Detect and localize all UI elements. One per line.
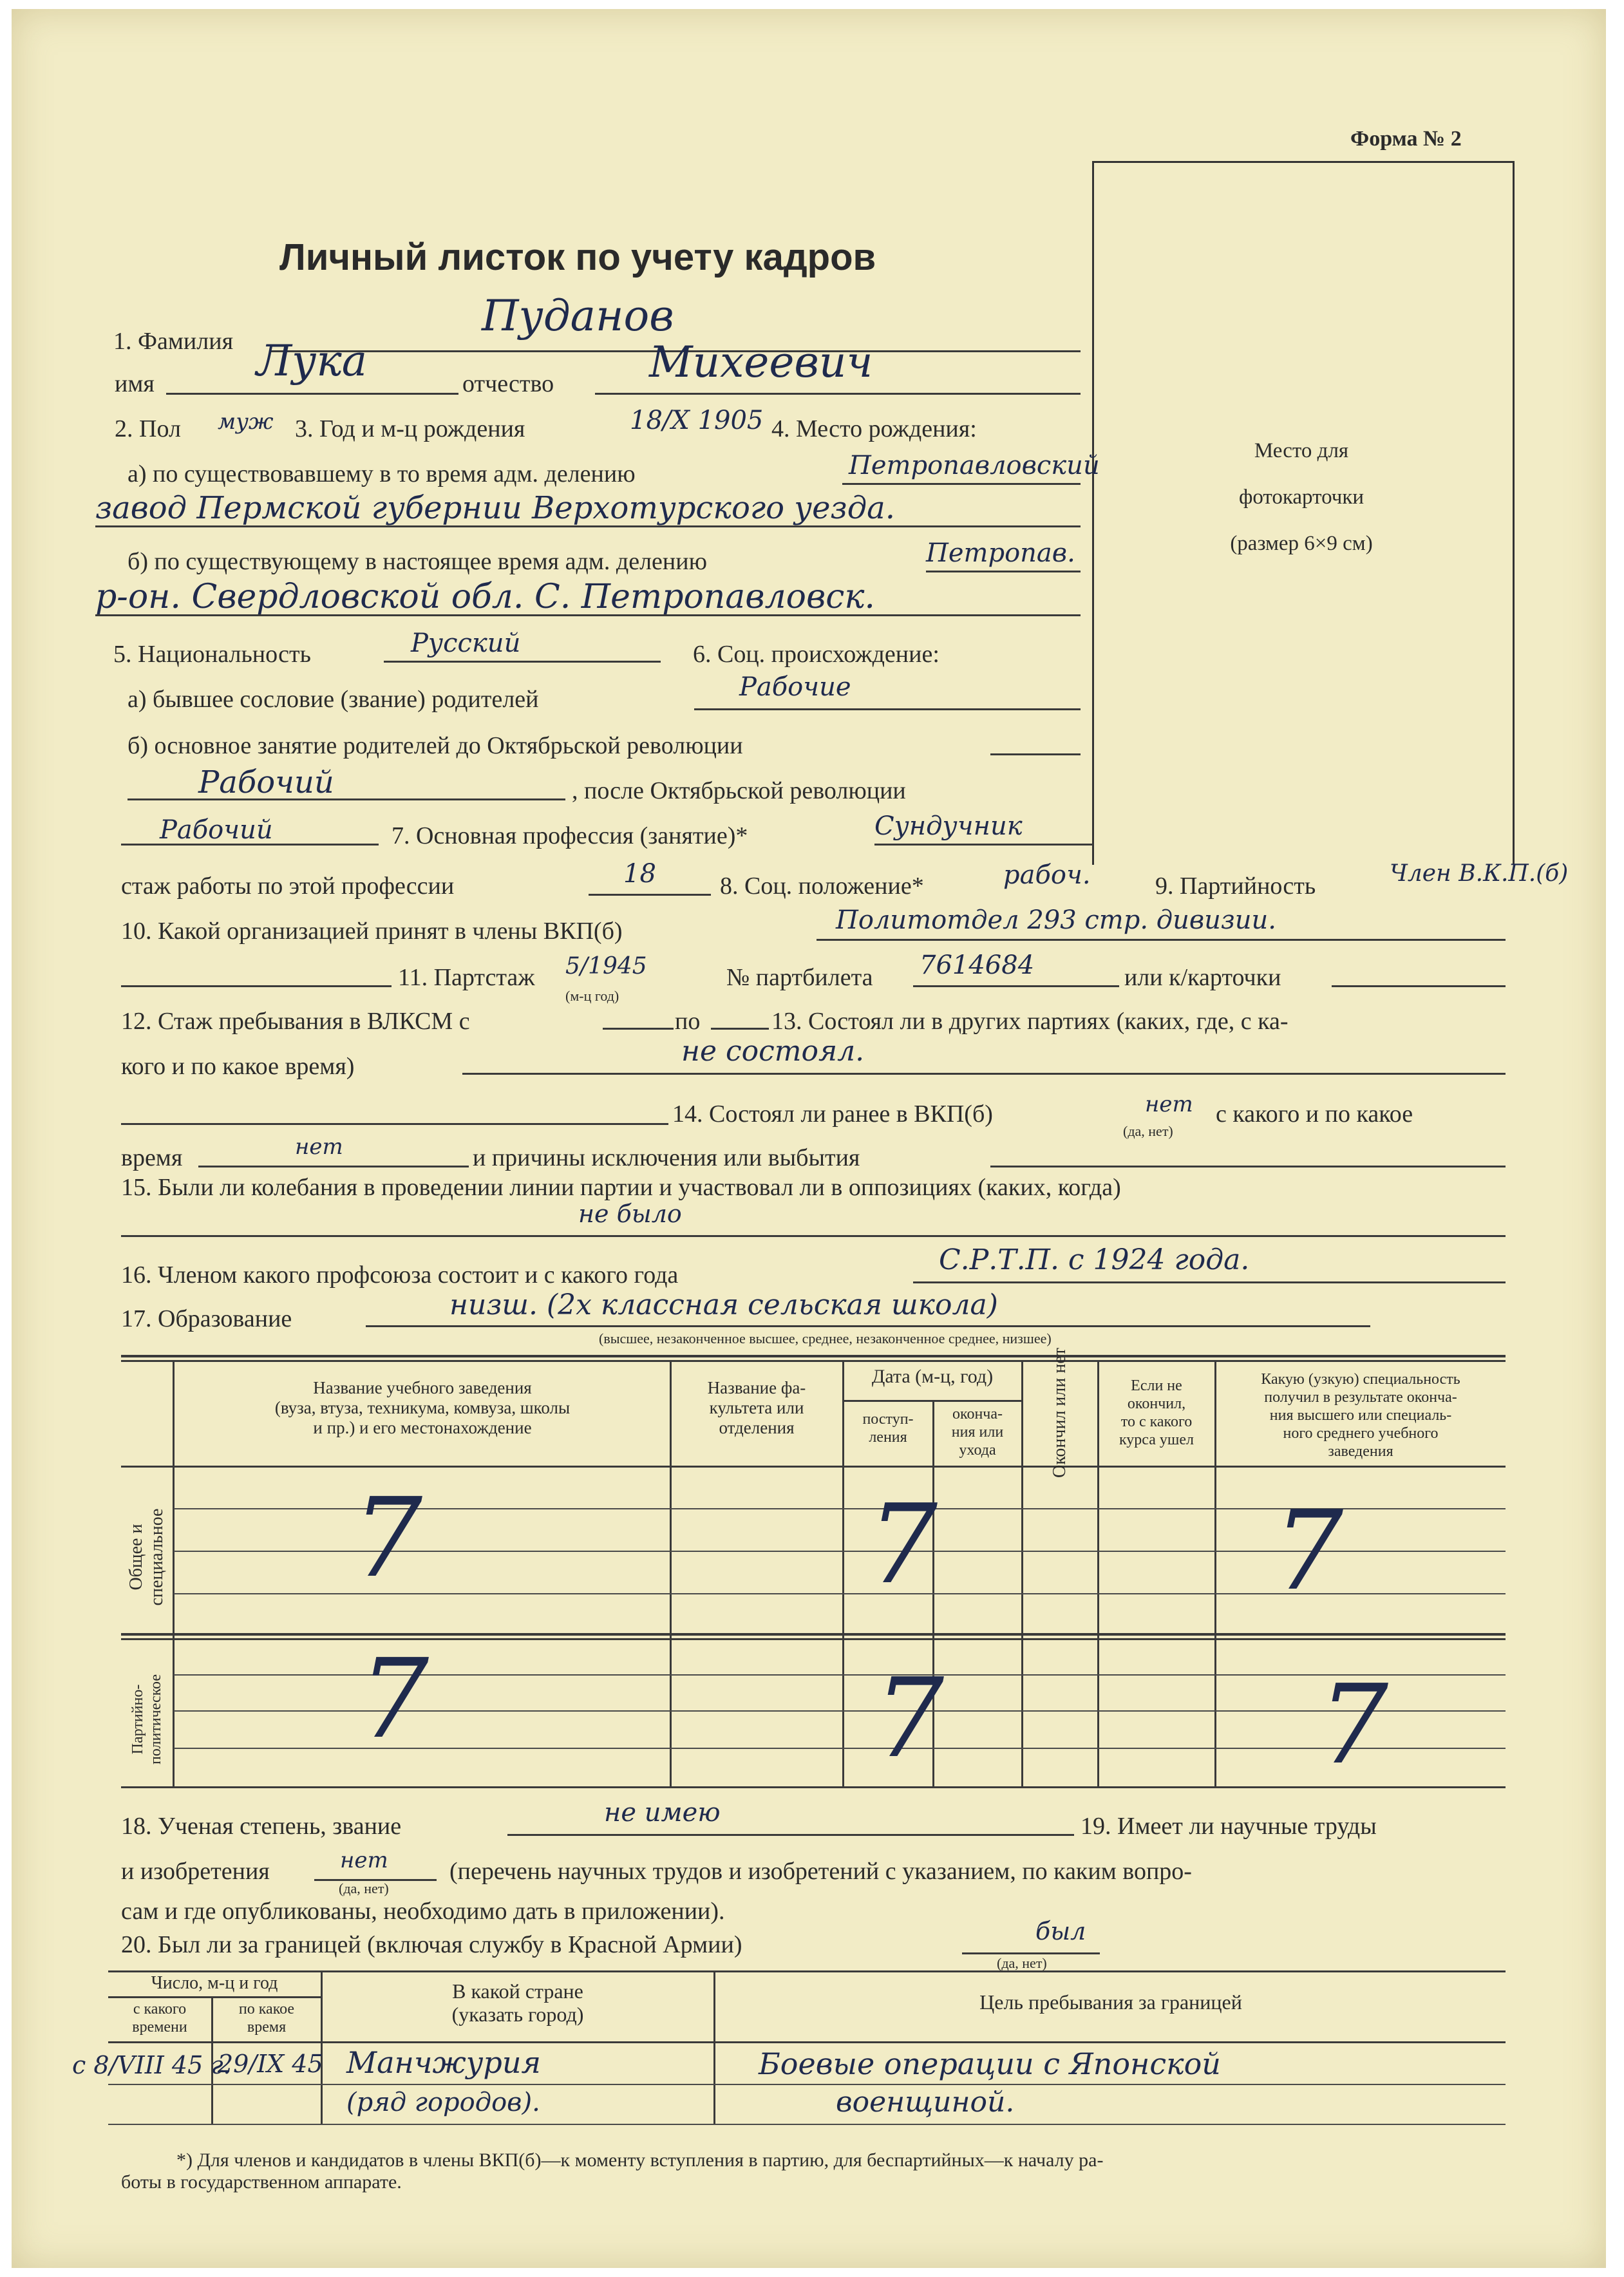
other-parties-line-2 (121, 1123, 668, 1125)
abroad-header-country-2: (указать город) (451, 2003, 584, 2026)
label-vkpb-before: 14. Состоял ли ранее в ВКП(б) (672, 1101, 993, 1128)
edu-header-institution-1: Название учебного заведения (313, 1378, 532, 1397)
edu-header-date: Дата (м-ц, год) (871, 1366, 994, 1387)
edu-header-institution-2: (вуза, втуза, техникума, комвуза, школы (274, 1398, 571, 1417)
vlksm-to-line (711, 1028, 769, 1030)
edu-col-line-5 (1021, 1360, 1023, 1786)
label-inventions-list-2: сам и где опубликованы, необходимо дать в приложении). (121, 1898, 725, 1925)
place-new-value-2: р-он. Свердловской обл. С. Петропавловск. (95, 578, 875, 616)
photo-label-2: фотокарточки (1238, 486, 1364, 509)
edu-row-political: Партийно-политическое (129, 1674, 164, 1765)
edu-header-institution-3: и пр.) и его местонахождение (313, 1418, 532, 1437)
label-birth: 3. Год и м-ц рождения (295, 415, 525, 442)
abroad-header-country-1: В какой стране (452, 1979, 583, 2003)
label-kkartochki: или к/карточки (1124, 964, 1281, 991)
abroad-country-value-2: (ряд городов). (346, 2088, 540, 2117)
label-birthplace: 4. Место рождения: (771, 415, 977, 442)
edu-header-admission-1: поступ- (862, 1411, 914, 1428)
abroad-header-from-2: времени (132, 2019, 187, 2036)
edu-col-line-2 (670, 1360, 672, 1786)
other-parties-line (462, 1073, 1506, 1075)
class-line (694, 708, 1081, 710)
abroad-header-from-1: с какого (133, 2001, 187, 2017)
edu-header-faculty-1: Название фа- (707, 1378, 806, 1397)
profession-line (874, 844, 1093, 846)
dash-mark-2: 7 (868, 1481, 938, 1609)
stazh-line (589, 894, 711, 896)
label-vkpb-from: с какого и по какое (1216, 1101, 1413, 1128)
parents-before-line-2 (127, 798, 565, 800)
edu-header-graduation (934, 1405, 1021, 1459)
edu-header-speciality-5: заведения (1328, 1443, 1393, 1460)
edu-header-speciality-1: Какую (узкую) специальность (1261, 1371, 1460, 1388)
party-value: Член В.К.П.(б) (1390, 860, 1569, 887)
abroad-purpose-value-2: военщиной. (836, 2086, 1015, 2119)
name-value: Лука (256, 336, 368, 386)
label-scientific: 19. Имеет ли научные труды (1081, 1813, 1377, 1840)
edu-header-faculty-3: отделения (719, 1418, 795, 1437)
org-line (817, 939, 1506, 941)
edu-header-course-4: курса ушел (1119, 1431, 1194, 1448)
edu-header-graduation-1: оконча- (952, 1406, 1003, 1422)
abroad-line (962, 1952, 1100, 1954)
label-inventions: и изобретения (121, 1858, 270, 1885)
label-surname: 1. Фамилия (113, 328, 234, 355)
dash-mark-3: 7 (1274, 1488, 1344, 1615)
abroad-note: (да, нет) (997, 1955, 1047, 1971)
edu-header-speciality-3: ния высшего или специаль- (1269, 1407, 1452, 1424)
edu-table-header-bottom (121, 1466, 1506, 1468)
label-nationality: 5. Национальность (113, 641, 311, 668)
label-social: 8. Соц. положение* (720, 873, 924, 900)
vremya-value: нет (295, 1134, 343, 1160)
nationality-line (384, 661, 661, 663)
edu-header-faculty-2: культета или (709, 1398, 804, 1417)
dash-mark-6: 7 (1319, 1661, 1389, 1789)
partstazh-note: (м-ц год) (565, 988, 619, 1004)
parents-before-line (990, 753, 1081, 755)
edu-header-graduation-3: ухода (959, 1442, 996, 1459)
dash-mark-5: 7 (874, 1655, 945, 1782)
parents-before-value: Рабочий (198, 764, 334, 800)
edu-col-line-1 (173, 1360, 175, 1786)
footnote-line-1: *) Для членов и кандидатов в члены ВКП(б)—к моменту вступления в партию, для беспартийных—к началу ра- (176, 2149, 1104, 2171)
label-place-old: а) по существовавшему в то время адм. делению (127, 460, 636, 487)
label-name: имя (115, 370, 155, 397)
label-partstazh: 11. Партстаж (398, 964, 535, 991)
degree-value: не имею (604, 1798, 721, 1828)
abroad-col-line-3 (713, 1970, 715, 2125)
label-origin: 6. Соц. происхождение: (693, 641, 939, 668)
partbilet-value: 7614684 (920, 950, 1035, 980)
abroad-header-date: Число, м-ц и год (151, 1973, 278, 1993)
partbilet-line (913, 985, 1119, 987)
edu-row-general: Общее и специальное (126, 1508, 167, 1606)
edu-table-top-2 (121, 1360, 1506, 1362)
form-number: Форма № 2 (1350, 127, 1462, 151)
place-new-value-1: Петропав. (926, 538, 1075, 568)
org-value: Политотдел 293 стр. дивизии. (836, 905, 1276, 935)
place-old-line-2 (95, 525, 1081, 527)
other-parties-value: не состоял. (681, 1035, 865, 1068)
edu-header-graduation-2: ния или (951, 1424, 1004, 1441)
education-line (366, 1325, 1370, 1327)
dash-mark-1: 7 (353, 1475, 423, 1602)
education-value: низш. (2х классная сельская школа) (449, 1289, 998, 1321)
abroad-value: был (1035, 1917, 1086, 1945)
union-value: С.Р.Т.П. с 1924 года. (939, 1243, 1250, 1276)
abroad-header-to-2: время (247, 2019, 287, 2036)
page-title: Личный листок по учету кадров (279, 236, 876, 278)
abroad-header-to (214, 2000, 319, 2036)
birth-value: 18/Х 1905 (630, 406, 764, 435)
label-other-parties-2: кого и по какое время) (121, 1053, 355, 1080)
vlksm-from-line (603, 1028, 674, 1030)
abroad-header-purpose: Цель пребывания за границей (979, 1990, 1242, 2014)
oppositions-line (121, 1235, 1506, 1237)
reason-line (990, 1166, 1506, 1167)
edu-col-line-7 (1214, 1360, 1216, 1786)
abroad-country-value-1: Манчжурия (346, 2045, 541, 2080)
partstazh-value: 5/1945 (565, 953, 647, 979)
place-new-line-2 (95, 614, 1081, 616)
edu-table-bottom (121, 1786, 1506, 1788)
label-vlksm: 12. Стаж пребывания в ВЛКСМ с (121, 1008, 470, 1035)
abroad-header-from (109, 2000, 210, 2036)
org-line-2 (121, 985, 392, 987)
label-inventions-list: (перечень научных трудов и изобретений с указанием, по каким вопро- (449, 1858, 1192, 1885)
label-education: 17. Образование (121, 1305, 292, 1332)
kkartochki-line (1332, 985, 1506, 987)
label-vremya: время (121, 1144, 183, 1171)
edu-header-faculty (672, 1378, 841, 1438)
edu-header-speciality (1217, 1370, 1504, 1460)
form-sheet (12, 9, 1606, 2268)
sex-value: муж (218, 409, 274, 435)
label-class: а) бывшее сословие (звание) родителей (127, 686, 539, 713)
footnote-line-2: боты в государственном аппарате. (121, 2171, 402, 2193)
profession-value: Сундучник (874, 811, 1023, 841)
abroad-purpose-value-1: Боевые операции с Японской (759, 2046, 1221, 2081)
abroad-header-country (323, 1979, 712, 2026)
label-place-new: б) по существующему в настоящее время адм. делению (127, 548, 707, 575)
label-abroad: 20. Был ли за границей (включая службу в Красной Армии) (121, 1931, 742, 1958)
patronymic-line (595, 393, 1081, 395)
label-oppositions: 15. Были ли колебания в проведении линии партии и участвовал ли в оппозициях (каких, когда) (121, 1174, 1121, 1201)
oppositions-value: не было (578, 1200, 682, 1228)
label-reason: и причины исключения или выбытия (473, 1144, 860, 1171)
union-line (913, 1281, 1506, 1283)
abroad-row-rule-2 (108, 2124, 1506, 2125)
education-note: (высшее, незаконченное высшее, среднее, незаконченное среднее, низшее) (599, 1330, 1052, 1346)
place-new-line (926, 571, 1081, 572)
edu-col-line-6 (1097, 1360, 1099, 1786)
label-sex: 2. Пол (115, 415, 181, 442)
abroad-header-bottom (108, 2041, 1506, 2043)
abroad-to-value: 29/IX 45 (218, 2050, 323, 2078)
label-other-parties: 13. Состоял ли в других партиях (каких, где, с ка- (771, 1008, 1289, 1035)
edu-header-speciality-4: ного среднего учебного (1283, 1425, 1439, 1442)
vkpb-before-note: (да, нет) (1123, 1123, 1173, 1139)
inventions-value: нет (340, 1847, 388, 1873)
edu-header-course-3: то с какого (1120, 1413, 1193, 1430)
label-profession: 7. Основная профессия (занятие)* (392, 822, 748, 849)
label-org: 10. Какой организацией принят в члены ВКП(б) (121, 918, 623, 945)
edu-table-mid-2 (121, 1638, 1506, 1640)
edu-table-mid (121, 1633, 1506, 1636)
photo-label-1: Место для (1254, 439, 1349, 462)
nationality-value: Русский (411, 628, 521, 658)
label-patronymic: отчество (462, 370, 554, 397)
edu-header-admission-2: ления (869, 1429, 907, 1446)
edu-table-top (121, 1355, 1506, 1357)
name-line (166, 393, 458, 395)
photo-label-3: (размер 6×9 см) (1230, 532, 1373, 555)
place-old-value-2: завод Пермской губернии Верхотурского уезда. (95, 490, 895, 526)
abroad-table-top (108, 1970, 1506, 1972)
class-value: Рабочие (739, 672, 851, 702)
edu-header-institution (176, 1378, 668, 1438)
degree-line (507, 1834, 1074, 1836)
edu-header-course-2: окончил, (1127, 1395, 1186, 1412)
parents-after-value: Рабочий (160, 815, 273, 845)
abroad-col-line-2 (321, 1970, 323, 2125)
abroad-row-rule-1 (108, 2084, 1506, 2085)
edu-date-split (842, 1400, 1021, 1402)
stazh-value: 18 (623, 859, 656, 889)
inventions-note: (да, нет) (339, 1880, 389, 1896)
label-stazh: стаж работы по этой профессии (121, 873, 455, 900)
abroad-header-to-1: по какое (238, 2001, 295, 2017)
abroad-from-value: с 8/VIII 45 г. (72, 2051, 231, 2079)
surname-value: Пуданов (482, 291, 674, 341)
label-parents-after: , после Октябрьской революции (572, 777, 906, 804)
edu-header-course-1: Если не (1131, 1377, 1182, 1394)
label-union: 16. Членом какого профсоюза состоит и с какого года (121, 1261, 679, 1289)
dash-mark-4: 7 (359, 1636, 430, 1763)
label-parents-before: б) основное занятие родителей до Октябрьской революции (127, 732, 743, 759)
edu-header-speciality-2: получил в результате оконча- (1264, 1389, 1457, 1406)
label-party: 9. Партийность (1155, 873, 1316, 900)
social-value: рабоч. (1003, 860, 1091, 890)
edu-header-admission (844, 1410, 932, 1446)
label-vlksm-po: по (675, 1008, 701, 1035)
patronymic-value: Михеевич (649, 337, 873, 387)
label-degree: 18. Ученая степень, звание (121, 1813, 402, 1840)
place-old-line (842, 483, 1081, 485)
label-partbilet: № партбилета (726, 964, 873, 991)
abroad-date-split (108, 1996, 321, 1998)
place-old-value-1: Петропавловский (849, 451, 1100, 480)
edu-header-course (1100, 1377, 1213, 1449)
vkpb-before-value: нет (1145, 1091, 1193, 1117)
edu-header-finished: Окончил или нет (1050, 1347, 1070, 1478)
vremya-line (198, 1166, 469, 1167)
